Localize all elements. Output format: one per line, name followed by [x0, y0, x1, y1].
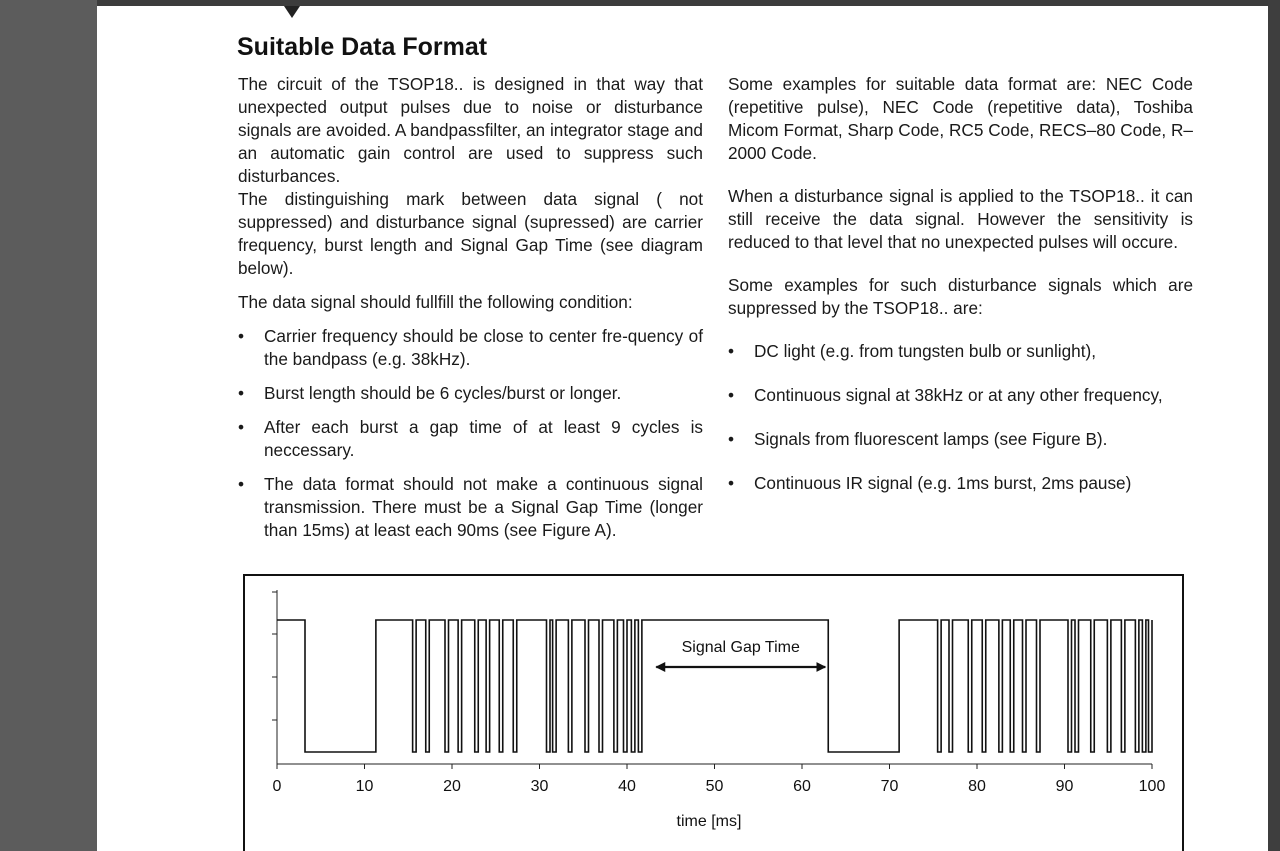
right-paragraph-3: Some examples for such disturbance signals which are suppressed by the TSOP18.. are: [728, 275, 1193, 318]
x-tick-label: 40 [618, 778, 636, 795]
left-paragraph-2: The distinguishing mark between data signal ( not suppressed) and disturbance signal (supressed) are carrier frequency, burst length and Signal Gap Time (see diagram below). [238, 189, 703, 278]
left-paragraph-1: The circuit of the TSOP18.. is designed in that way that unexpected output pulses due to noise or disturbance signals are avoided. A bandpassfilter, an integrator stage and an automatic gain control are used to suppress such disturbances. [238, 74, 703, 186]
x-tick-label: 70 [880, 778, 899, 795]
bullet-dot: • [728, 429, 735, 449]
x-tick-label: 100 [1138, 778, 1166, 795]
x-tick-label: 90 [1055, 778, 1074, 795]
x-tick-label: 10 [355, 778, 374, 795]
right-bullet-text: Signals from fluorescent lamps (see Figure B). [754, 429, 1108, 449]
left-paragraph-3: The data signal should fullfill the following condition: [238, 292, 633, 312]
left-bullet-text: Carrier frequency should be close to center fre-quency of the bandpass (e.g. 38kHz). [264, 326, 703, 369]
left-bullet-text: The data format should not make a continuous signal transmission. There must be a Signal Gap Time (longer than 15ms) at least each 90ms (see Figure A). [264, 474, 703, 540]
x-axis-label: time [ms] [676, 813, 742, 830]
right-paragraph-1: Some examples for suitable data format are: NEC Code (repetitive pulse), NEC Code (repetitive data), Toshiba Micom Format, Sharp Code, RC5 Code, RECS–80 Code, R–2000 Code. [728, 74, 1193, 163]
right-bullet-text: Continuous IR signal (e.g. 1ms burst, 2ms pause) [754, 473, 1132, 493]
x-tick-label: 30 [530, 778, 549, 795]
bullet-dot: • [728, 385, 735, 405]
bullet-dot: • [238, 417, 245, 437]
x-tick-label: 50 [705, 778, 724, 795]
bullet-dot: • [728, 473, 735, 493]
left-bullet-text: After each burst a gap time of at least 9 cycles is neccessary. [264, 417, 703, 460]
bullet-dot: • [238, 326, 245, 346]
bullet-dot: • [238, 474, 245, 494]
x-tick-label: 60 [793, 778, 811, 795]
right-bullet-text: Continuous signal at 38kHz or at any other frequency, [754, 385, 1163, 405]
right-paragraph-2: When a disturbance signal is applied to the TSOP18.. it can still receive the data signal. However the sensitivity is reduced to that level that no unexpected pulses will occure. [728, 186, 1193, 252]
right-bullet-text: DC light (e.g. from tungsten bulb or sunlight), [754, 341, 1097, 361]
x-tick-label: 0 [272, 778, 282, 795]
chart-frame [244, 575, 1183, 851]
gap-time-label: Signal Gap Time [681, 639, 800, 656]
x-tick-label: 80 [968, 778, 986, 795]
section-heading: Suitable Data Format [237, 33, 488, 61]
x-tick-label: 20 [443, 778, 461, 795]
bullet-dot: • [238, 383, 245, 403]
bullet-dot: • [728, 341, 735, 361]
left-bullet-text: Burst length should be 6 cycles/burst or longer. [264, 383, 622, 403]
